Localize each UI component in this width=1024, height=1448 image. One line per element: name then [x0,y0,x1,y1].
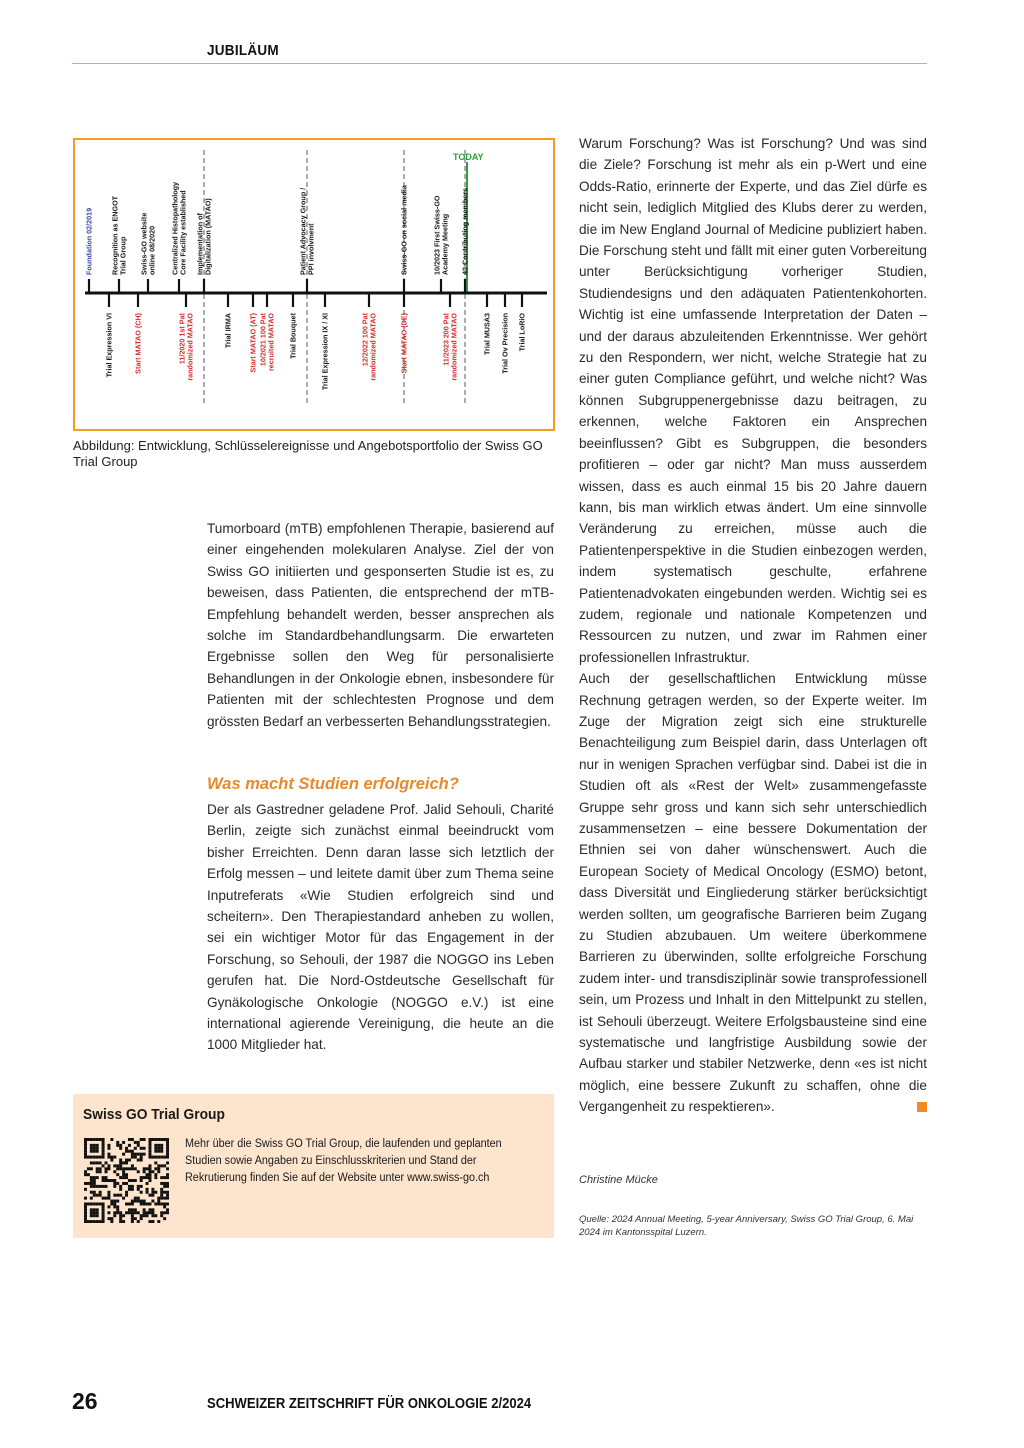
timeline-label-bottom-10: 11/2023 200 Patrandomized MATAO [441,313,459,381]
today-label: TODAY [453,152,484,162]
timeline-label-top-2: Swiss-GO websiteonline 08/2020 [139,212,157,275]
timeline-label-bottom-6: Trial Bouquet [288,313,298,359]
timeline-label-bottom-12: Trial Ov Precision [500,313,510,374]
page-number: 26 [72,1388,98,1414]
timeline-label-bottom-3: Trial IRMA [223,313,233,349]
timeline-label-bottom-4: Start MATAO (AT) [248,313,258,373]
article-right-column [579,133,927,1118]
timeline-label-top-4: Implementation ofDigitalization (MATAO) [195,198,213,275]
article-paragraph-right-2-text: Auch der gesellschaftlichen Entwicklung müsse Rechnung getragen werden, so der Experte weiter. Im Zuge der Migration zeigt sich eine strukturelle Benachteiligung zum Beispiel darin, dass Unterlagen oft nur in wenigen Sprachen verfügbar sind. Dabei ist die in Studien oft als «Rest der Welt» zusammengefasste Gruppe sehr gross und kann sich sehr unterschiedlich zusammensetzen – eine bessere Dokumentation der Ethnien sei von daher wünschenswert. Auch die European Society of Medical Oncology (ESMO) betont, dass Diversität und Eingliederung stärker berücksichtigt werden sollten, um geografische Barrieren beim Zugang zu Studien abzubauen. Um weitere überkommene Barrieren zu überwinden, sollte erfolgreiche Forschung zudem inter- und transdisziplinär sowie transprofessionell sein, um Prozess und Inhalt in den Mittelpunkt zu stellen, ist Sehouli überzeugt. Weitere Erfolgsbausteine sind eine systematische und langfristige Ausbildung sowie der Aufbau starker und stabiler Netzwerke, denn «es ist nicht möglich, eine bessere Zukunft zu schaffen, ohne die Vergangenheit zu respektieren». [579,671,927,1115]
timeline-label-bottom-5: 10/2021 100 Patrecruited MATAO [258,313,276,372]
section-title: JUBILÄUM [207,42,279,59]
timeline-label-top-6: Swiss-GO on social media [399,185,409,275]
timeline-label-bottom-11: Trial MUSA3 [482,313,492,355]
timeline-figure [73,138,555,431]
article-paragraph-right-2 [579,668,927,1118]
info-box [73,1094,554,1238]
timeline-label-bottom-13: Trial LoRiO [517,313,527,352]
timeline-label-bottom-7: Trial Expression IX / XI [320,313,330,391]
journal-title: SCHWEIZER ZEITSCHRIFT FÜR ONKOLOGIE 2/2024 [207,1396,532,1412]
timeline-label-top-1: Recognition as ENGOTTrial Group [110,195,128,275]
timeline-label-bottom-8: 12/2022 100 Patrandomized MATAO [360,313,378,381]
end-of-article-square [917,1102,927,1112]
article-author: Christine Mücke [579,1174,658,1186]
qr-code-icon[interactable] [84,1138,169,1223]
header-rule [72,63,927,64]
timeline-label-bottom-9: Start MATAO (DE) [399,313,409,374]
timeline-label-top-8: 43 Contributing members [460,187,470,275]
timeline-label-bottom-1: Start MATAO (CH) [133,313,143,374]
article-paragraph-mid-2: Der als Gastredner geladene Prof. Jalid Sehouli, Charité Berlin, zeigte sich zunächst einmal beeindruckt vom bisher Erreichten. Denn daran lasse sich letztlich der Erfolg messen – und leitete damit über zum Thema seine Inputreferats «Wie Studien erfolgreich sind und scheitern». Den Therapiestandard anheben zu wollen, sei ein wichtiger Motor für das Engagement in der Forschung, so Sehouli, der 1987 die NOGGO ins Leben gerufen hat. Die Nord-Ostdeutsche Gesellschaft für Gynäkologische Onkologie (NOGGO e.V.) ist eine international agierende Vereinigung, die heute an die 1000 Mitglieder hat. [207,802,554,1053]
timeline-label-bottom-0: Trial Expression VI [104,313,114,378]
timeline-label-top-0: Foundation 02/2019 [84,207,94,275]
article-subheading: Was macht Studien erfolgreich? [207,775,459,793]
figure-caption: Abbildung: Entwicklung, Schlüsselereignisse und Angebotsportfolio der Swiss GO Trial Group [73,438,543,469]
timeline-label-top-7: 10/2023 First Swiss-GOAcademy Meeting [432,195,450,275]
article-paragraph-mid-1: Tumorboard (mTB) empfohlenen Therapie, basierend auf einer eingehenden molekularen Analyse. Ziel der von Swiss GO initiierten und gesponserten Studie ist es, zu beweisen, dass Patienten, die entsprechend der mTB-Empfehlung behandelt werden, besser ansprechen als solche im Standardbehandlungsarm. Die erwarteten Ergebnisse sollen den Weg für personalisierte Behandlungen in der Onkologie ebnen, insbesondere für Patienten mit der schlechtesten Prognose und dem grössten Bedarf an verbesserten Behandlungsstrategien. [207,521,554,729]
info-box-text: Mehr über die Swiss GO Trial Group, die laufenden und geplanten Studien sowie Angaben zu Einschlusskriterien und Stand der Rekrutierung finden Sie auf der Website unter www.swiss-go.ch [185,1138,502,1184]
article-paragraph-right-1: Warum Forschung? Was ist Forschung? Und was sind die Ziele? Forschung ist mehr als ein p-Wert und eine Odds-Ratio, erinnerte der Experte, und das Ziel dürfe es nicht sein, lediglich Mitglied des Klubs derer zu werden, die im New England Journal of Medicine publiziert haben. Die Forschung steht und fällt mit einer guten Vorbereitung unter Berücksichtigung vorheriger Studien, Studiendesigns und den adäquaten Patientenkohorten. Wichtig ist eine umfassende Interpretation der Daten – und der daraus abzuleitenden Erkenntnisse. Wer gehört zu den Respondern, wer nicht, welche Strategie hat zu einer guten Compliance geführt, und welche nicht? Was können Subgruppenergebnisse dazu beitragen, zu erkennen, welche Faktoren ein Ansprechen beeinflussen? Gibt es Subgruppen, die besonders profitieren – oder gar nicht? Man muss ausserdem wissen, dass es auch einmal 15 bis 20 Jahre dauern kann, bis man wirklich etwas ändert. Um eine sinnvolle Veränderung zu erreichen, müsse auch die Patientenperspektive in die Studien einbezogen werden, indem systematisch geschulte, erfahrene Patientenadvokaten eingebunden werden. Wichtig sei es zudem, regionale und nationale Kompetenzen und Ressourcen zu nutzen, und zwar im Rahmen einer professionellen Infrastruktur. [579,136,927,665]
article-source: Quelle: 2024 Annual Meeting, 5-year Anniversary, Swiss GO Trial Group, 6. Mai 2024 im Kantonsspital Luzern. [579,1214,914,1238]
info-box-title: Swiss GO Trial Group [83,1106,225,1123]
timeline-label-bottom-2: 11/2020 1st Patrandomized MATAO [177,313,195,381]
timeline-graphic [75,140,553,429]
timeline-label-top-5: Patient Advocacy Group /PPI involvment [298,187,316,275]
timeline-label-top-3: Centralized HistopathologyCore Facility established [170,181,188,275]
